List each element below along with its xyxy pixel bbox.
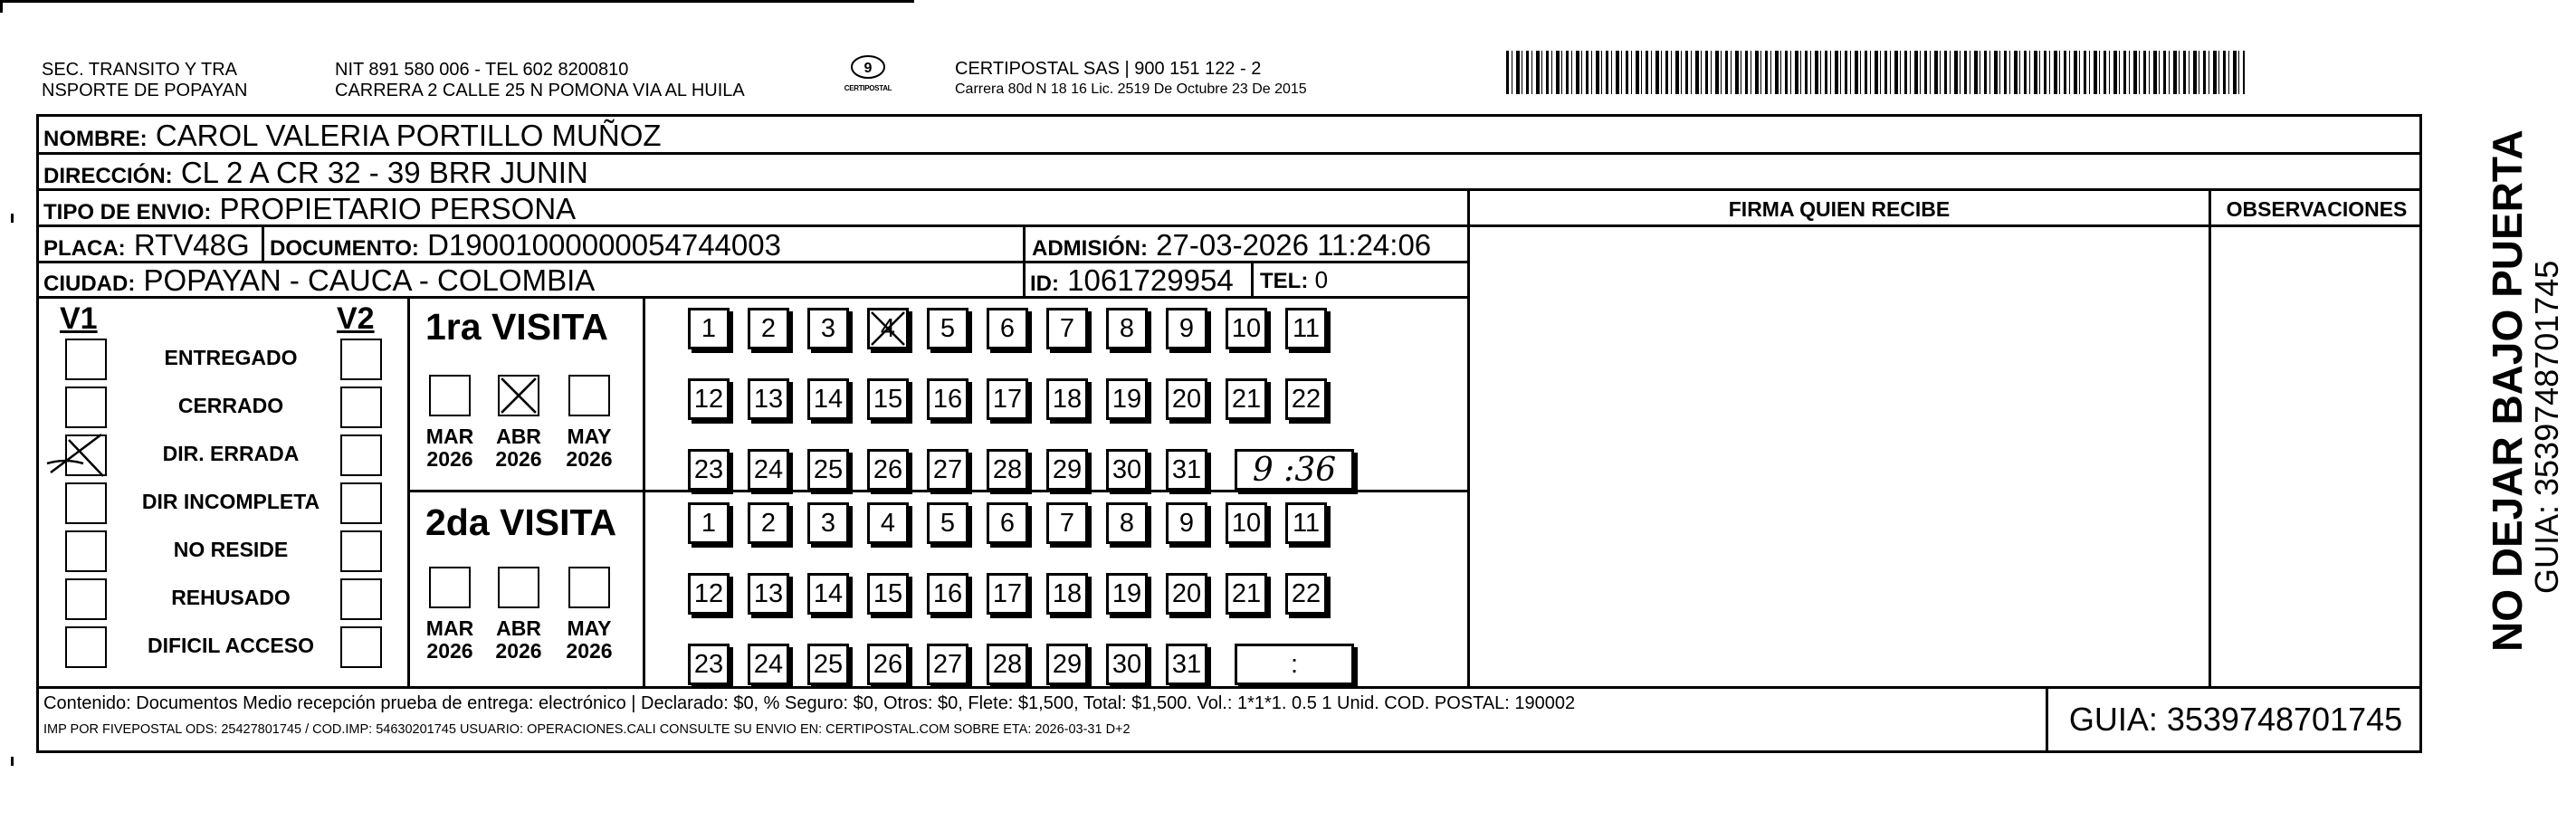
- tel-divider: [1251, 261, 1254, 297]
- month-name: MAR: [425, 616, 474, 640]
- guia-divider: [2046, 686, 2048, 753]
- plate-cell: [43, 230, 250, 260]
- footer-guia: GUIA: 3539748701745: [2068, 701, 2403, 738]
- visit1-day-box[interactable]: 22: [1285, 378, 1327, 420]
- v2-heading: V2: [337, 301, 375, 336]
- visit2-day-box[interactable]: 30: [1106, 644, 1148, 685]
- visit1-month-label: [490, 425, 548, 472]
- visit2-day-box[interactable]: 13: [748, 573, 789, 615]
- visit1-day-box[interactable]: 6: [987, 308, 1028, 349]
- admission-cell: [1032, 230, 1431, 260]
- month-year: 2026: [426, 639, 473, 663]
- visit2-day-box[interactable]: 7: [1046, 502, 1088, 544]
- id-value: 1061729954: [1067, 263, 1234, 297]
- visit1-day-box[interactable]: 28: [987, 449, 1028, 491]
- sender-contact: [335, 60, 745, 101]
- name-row: [43, 120, 662, 150]
- company-name: CERTIPOSTAL SAS | 900 151 122 - 2: [955, 59, 1262, 79]
- month-name: ABR: [496, 616, 541, 640]
- visit1-day-box[interactable]: 7: [1046, 308, 1088, 349]
- visit1-day-box[interactable]: 25: [807, 449, 849, 491]
- footer-imp: IMP POR FIVEPOSTAL ODS: 25427801745 / COD.IMP: 54630201745 USUARIO: OPERACIONES.CALI CONSULTE SU ENVIO EN: CERTIPOSTAL.COM SOBRE ETA: 2026-03-31 D+2: [43, 722, 1131, 737]
- v2-checkbox[interactable]: [340, 578, 382, 620]
- visit1-day-box[interactable]: 19: [1106, 378, 1148, 420]
- city-label: CIUDAD:: [43, 272, 136, 296]
- v1-checkbox[interactable]: [65, 482, 107, 524]
- visit1-month-checkbox[interactable]: [429, 375, 471, 416]
- visit2-month-label: [490, 617, 548, 663]
- month-year: 2026: [495, 639, 542, 663]
- visit1-day-box[interactable]: 3: [807, 308, 849, 349]
- rule-name: [36, 152, 2422, 155]
- footer-contents: Contenido: Documentos Medio recepción prueba de entrega: electrónico | Declarado: $0, % Seguro: $0, Otros: $0, Flete: $1,500, Total: $1,500. Vol.: 1*1*1. 0.5 1 Unid. COD. POSTAL: 190002: [43, 693, 1576, 713]
- signature-header: FIRMA QUIEN RECIBE: [1728, 197, 1951, 221]
- tel-value: 0: [1314, 266, 1329, 293]
- visit2-day-box[interactable]: 22: [1285, 573, 1327, 615]
- visit2-day-box[interactable]: 19: [1106, 573, 1148, 615]
- reason-label: DIFICIL ACCESO: [147, 634, 314, 657]
- rule-footer: [36, 686, 2422, 689]
- visit1-day-box[interactable]: 1: [688, 308, 730, 349]
- visit2-day-box[interactable]: 20: [1166, 573, 1207, 615]
- visit2-day-box[interactable]: 28: [987, 644, 1028, 685]
- admission-value: 27-03-2026 11:24:06: [1156, 228, 1432, 262]
- month-name: MAY: [567, 616, 612, 640]
- visit2-day-box[interactable]: 18: [1046, 573, 1088, 615]
- visit1-time-box[interactable]: 9 :36: [1235, 449, 1354, 491]
- visit2-day-box[interactable]: 24: [748, 644, 789, 685]
- visit1-day-box[interactable]: 13: [748, 378, 789, 420]
- document-cell: [270, 230, 781, 260]
- col-months-right: [643, 296, 645, 686]
- month-year: 2026: [566, 447, 613, 472]
- plate-label: PLACA:: [43, 236, 126, 261]
- visit2-day-box[interactable]: 11: [1285, 502, 1327, 544]
- v1-checkbox[interactable]: [65, 626, 107, 668]
- sender-block: [42, 60, 247, 101]
- month-name: ABR: [496, 425, 541, 448]
- top-cut-line: [0, 0, 914, 3]
- visit2-day-box[interactable]: 8: [1106, 502, 1148, 544]
- visit1-month-checkbox[interactable]: [568, 375, 610, 416]
- month-year: 2026: [566, 639, 613, 663]
- address-label: DIRECCIÓN:: [43, 164, 173, 188]
- visit2-day-box[interactable]: 1: [688, 502, 730, 544]
- v2-checkbox[interactable]: [340, 530, 382, 572]
- month-name: MAR: [425, 425, 474, 448]
- city-value: POPAYAN - CAUCA - COLOMBIA: [143, 263, 596, 297]
- visit2-title: 2da VISITA: [425, 501, 617, 543]
- visit1-month-label: [421, 425, 479, 472]
- document-label: DOCUMENTO:: [270, 236, 419, 261]
- visit2-month-label: [421, 617, 479, 663]
- visit2-day-box[interactable]: 4: [867, 502, 909, 544]
- visit2-day-box[interactable]: 23: [688, 644, 730, 685]
- v2-checkbox[interactable]: [340, 387, 382, 428]
- visit1-month-checkbox[interactable]: [498, 375, 539, 416]
- visit2-day-box[interactable]: 31: [1166, 644, 1207, 685]
- reason-label: NO RESIDE: [173, 538, 289, 561]
- visit1-day-box[interactable]: 16: [927, 378, 968, 420]
- visit2-month-checkbox[interactable]: [568, 567, 610, 608]
- tel-cell: [1260, 268, 1328, 292]
- id-cell: [1030, 265, 1234, 295]
- visit2-day-box[interactable]: 17: [987, 573, 1028, 615]
- v2-checkbox[interactable]: [340, 626, 382, 668]
- address-row: [43, 158, 588, 187]
- observations-header: OBSERVACIONES: [2226, 197, 2408, 221]
- city-cell: [43, 265, 595, 295]
- company-address: Carrera 80d N 18 16 Lic. 2519 De Octubre 23 De 2015: [955, 81, 1307, 97]
- visit1-day-box[interactable]: 4: [867, 308, 909, 349]
- visit1-day-box[interactable]: 9: [1166, 308, 1207, 349]
- visit1-day-box[interactable]: 27: [927, 449, 968, 491]
- logo-text: CERTIPOSTAL: [844, 84, 892, 92]
- visit2-day-box[interactable]: 2: [748, 502, 789, 544]
- admission-divider: [1023, 224, 1026, 297]
- visit2-day-box[interactable]: 16: [927, 573, 968, 615]
- visit2-day-box[interactable]: 5: [927, 502, 968, 544]
- nit-tel: NIT 891 580 006 - TEL 602 8200810: [335, 60, 629, 80]
- visit1-day-box[interactable]: 17: [987, 378, 1028, 420]
- reason-label: DIR. ERRADA: [162, 442, 300, 465]
- v2-checkbox[interactable]: [340, 339, 382, 380]
- visit2-day-box[interactable]: 27: [927, 644, 968, 685]
- visit2-day-box[interactable]: 14: [807, 573, 849, 615]
- margin-mark: [11, 214, 14, 223]
- col-reasons-right: [407, 296, 410, 686]
- plate-value: RTV48G: [133, 228, 250, 262]
- id-label: ID:: [1030, 272, 1059, 296]
- visit1-title: 1ra VISITA: [425, 306, 609, 348]
- visit1-day-box[interactable]: 2: [748, 308, 789, 349]
- signature-area[interactable]: [1470, 227, 2209, 686]
- visit2-day-box[interactable]: 6: [987, 502, 1028, 544]
- reason-label: CERRADO: [177, 394, 284, 417]
- visit1-day-box[interactable]: 10: [1226, 308, 1267, 349]
- visit1-day-box[interactable]: 24: [748, 449, 789, 491]
- visit1-day-box[interactable]: 30: [1106, 449, 1148, 491]
- top-cut-line-left: [0, 0, 3, 13]
- v2-checkbox[interactable]: [340, 434, 382, 476]
- name-label: NOMBRE:: [43, 127, 148, 151]
- shiptype-label: TIPO DE ENVIO:: [43, 200, 212, 224]
- shiptype-row: [43, 194, 576, 224]
- v1-checkbox[interactable]: [65, 387, 107, 428]
- shiptype-value: PROPIETARIO PERSONA: [219, 192, 577, 225]
- visit2-day-box[interactable]: 21: [1226, 573, 1267, 615]
- side-guia: GUIA: 3539748701745: [2528, 260, 2565, 594]
- v1-checkbox[interactable]: [65, 339, 107, 380]
- month-year: 2026: [495, 447, 542, 472]
- v1-checkbox[interactable]: [65, 578, 107, 620]
- visit1-day-box[interactable]: 26: [867, 449, 909, 491]
- name-value: CAROL VALERIA PORTILLO MUÑOZ: [155, 119, 662, 152]
- margin-mark: [11, 757, 14, 766]
- visit2-day-box[interactable]: 3: [807, 502, 849, 544]
- month-name: MAY: [567, 425, 612, 448]
- visit1-month-label: [560, 425, 618, 472]
- visit1-day-box[interactable]: 11: [1285, 308, 1327, 349]
- reason-label: ENTREGADO: [164, 346, 298, 369]
- visit1-day-box[interactable]: 31: [1166, 449, 1207, 491]
- visit1-day-box[interactable]: 5: [927, 308, 968, 349]
- visit1-day-box[interactable]: 15: [867, 378, 909, 420]
- month-year: 2026: [426, 447, 473, 472]
- side-text: [2485, 129, 2565, 652]
- sender-line2: NSPORTE DE POPAYAN: [42, 81, 248, 100]
- v2-checkbox[interactable]: [340, 482, 382, 524]
- visit2-day-box[interactable]: 12: [688, 573, 730, 615]
- v1-heading: V1: [60, 301, 98, 336]
- visit1-day-box[interactable]: 23: [688, 449, 730, 491]
- visit2-day-box[interactable]: 26: [867, 644, 909, 685]
- side-warning: NO DEJAR BAJO PUERTA: [2484, 129, 2531, 652]
- visit1-day-box[interactable]: 12: [688, 378, 730, 420]
- visit2-time-box[interactable]: :: [1235, 644, 1354, 685]
- visit1-day-box[interactable]: 14: [807, 378, 849, 420]
- document-value: D19001000000054744003: [427, 228, 781, 262]
- plate-divider: [262, 224, 264, 261]
- visit2-day-box[interactable]: 10: [1226, 502, 1267, 544]
- visit1-day-box[interactable]: 20: [1166, 378, 1207, 420]
- visit2-month-checkbox[interactable]: [498, 567, 539, 608]
- barcode: [1506, 51, 2245, 94]
- visit2-month-label: [560, 617, 618, 663]
- visit2-day-box[interactable]: 25: [807, 644, 849, 685]
- reason-label: DIR INCOMPLETA: [141, 490, 320, 513]
- tel-label: TEL:: [1260, 269, 1309, 293]
- svg-text:9: 9: [863, 61, 873, 76]
- sender-line1: SEC. TRANSITO Y TRA: [42, 60, 237, 80]
- sender-address: CARRERA 2 CALLE 25 N POMONA VIA AL HUILA: [335, 81, 745, 100]
- visit1-day-box[interactable]: 21: [1226, 378, 1267, 420]
- visit2-day-box[interactable]: 29: [1046, 644, 1088, 685]
- visit2-day-box[interactable]: 9: [1166, 502, 1207, 544]
- admission-label: ADMISIÓN:: [1032, 236, 1148, 261]
- reason-label: REHUSADO: [171, 586, 291, 609]
- v1-checkbox[interactable]: [65, 434, 107, 476]
- visit1-day-box[interactable]: 18: [1046, 378, 1088, 420]
- visit2-month-checkbox[interactable]: [429, 567, 471, 608]
- company-block: [955, 58, 1307, 100]
- logo-icon: [850, 54, 886, 80]
- address-value: CL 2 A CR 32 - 39 BRR JUNIN: [180, 156, 588, 189]
- v1-checkbox[interactable]: [65, 530, 107, 572]
- observations-area[interactable]: [2211, 227, 2422, 686]
- certipostal-logo: [836, 54, 900, 101]
- visit2-day-box[interactable]: 15: [867, 573, 909, 615]
- visit1-day-box[interactable]: 29: [1046, 449, 1088, 491]
- visit1-day-box[interactable]: 8: [1106, 308, 1148, 349]
